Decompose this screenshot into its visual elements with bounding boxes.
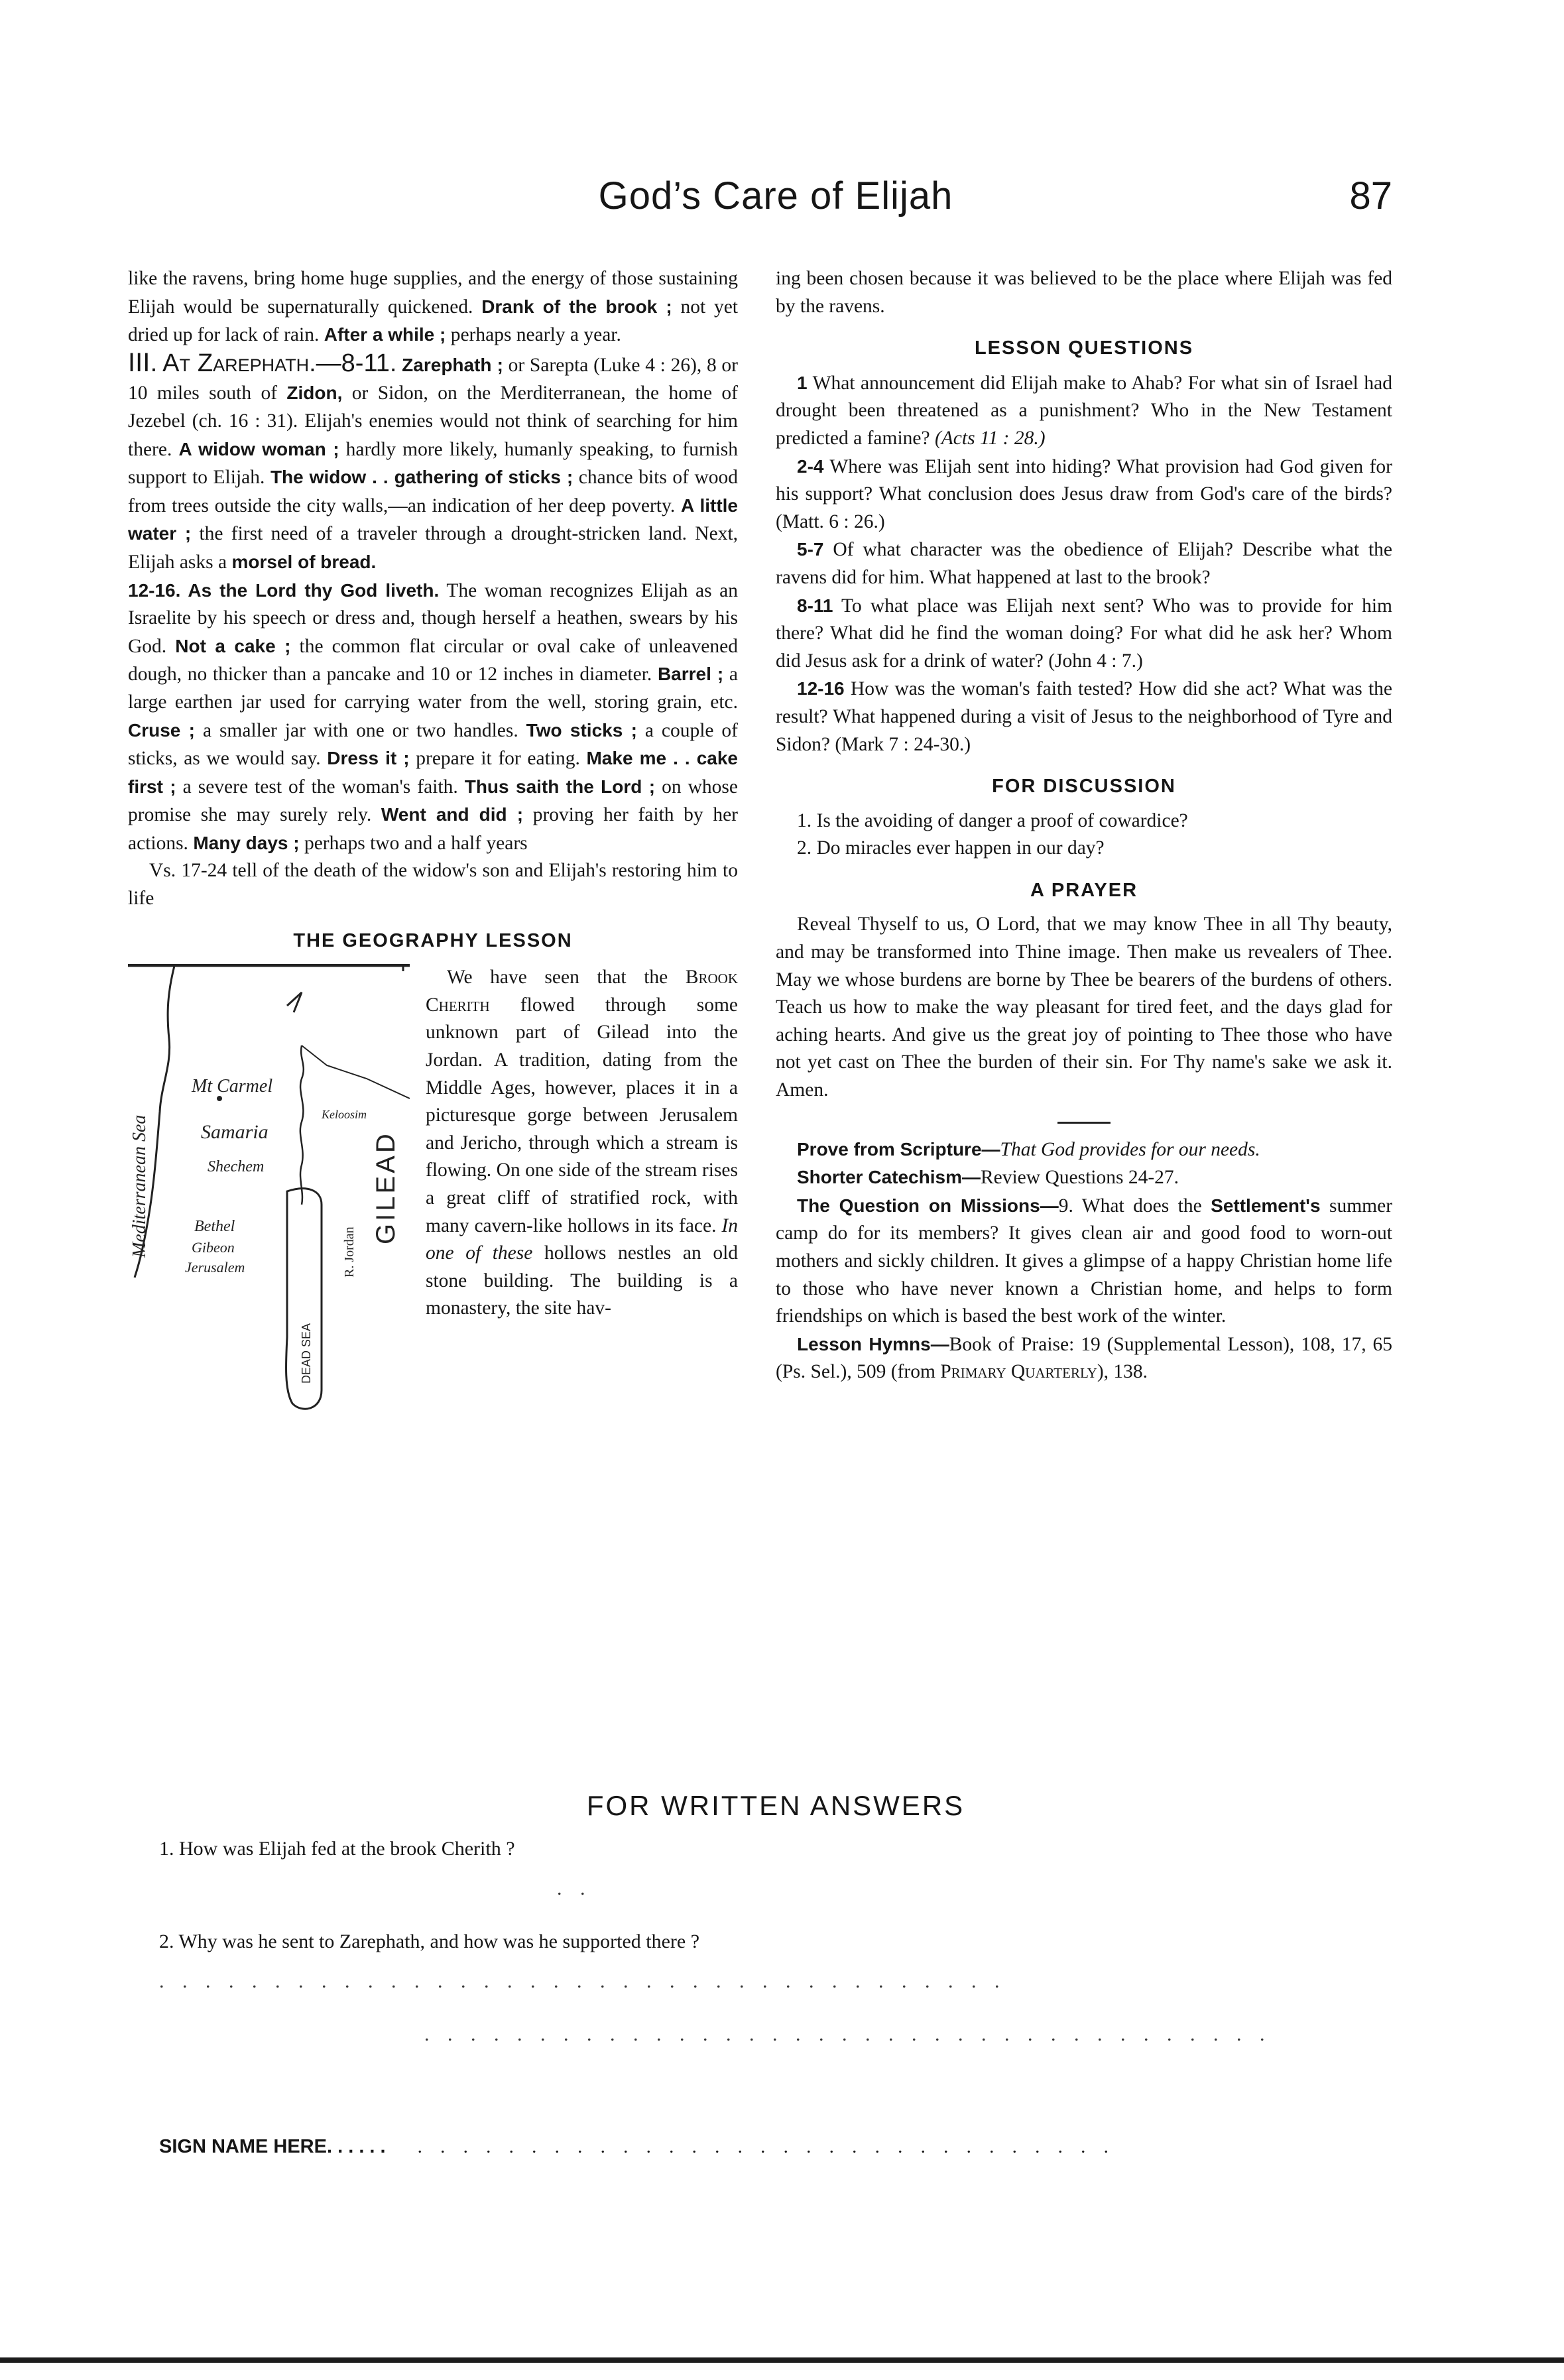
question-2 xyxy=(776,453,1392,536)
map-label-gilead: GILEAD xyxy=(371,1131,400,1245)
sign-name-label: SIGN NAME HERE. . . . . . xyxy=(159,2136,386,2157)
map-label-kelt: Keloosim xyxy=(322,1108,367,1122)
bottom-rule xyxy=(0,2357,1564,2363)
question-on-missions xyxy=(776,1192,1392,1331)
term: Lesson Hymns— xyxy=(797,1333,949,1354)
text-run: We have seen that the xyxy=(447,967,668,988)
term: Cruse ; xyxy=(128,719,196,741)
text-run: flowed through some unknown part of Gilead into the Jordan. A tradition, dating from the Middle Ages, however, places it in a picturesque gorge between Jerusalem and Jericho, through which a stream is flowing. xyxy=(426,994,738,1181)
map-label-gibeon: Gibeon xyxy=(192,1239,235,1256)
text-run: What announcement did Elijah make to Ahab? For what sin of Israel had drought been threatened as a punishment? Who in the New Testament predicted a famine? xyxy=(776,372,1392,449)
term: Went and did ; xyxy=(381,804,524,825)
question-number: 5-7 xyxy=(797,539,824,560)
running-header xyxy=(159,174,1392,233)
term: morsel of bread. xyxy=(231,551,377,572)
map-label-carmel: Mt Carmel xyxy=(192,1076,273,1097)
section-iii xyxy=(128,349,738,577)
jordan-river xyxy=(300,1045,304,1205)
question-number: 8-11 xyxy=(797,595,833,616)
term: Shorter Catechism— xyxy=(797,1167,981,1188)
question-5 xyxy=(776,675,1392,758)
running-title: God’s Care of Elijah xyxy=(598,174,953,217)
left-paragraph-3 xyxy=(128,577,738,858)
prove-from-scripture xyxy=(776,1136,1392,1164)
term: The Question on Missions— xyxy=(797,1195,1059,1216)
geography-lesson xyxy=(128,964,739,1384)
written-question-1: 1. How was Elijah fed at the brook Cherith ? xyxy=(159,1838,515,1860)
question-1 xyxy=(776,369,1392,453)
prayer-heading: A PRAYER xyxy=(1030,879,1138,901)
question-4 xyxy=(776,592,1392,676)
text-run: a smaller jar with one or two handles. xyxy=(202,719,518,741)
text-run: a large earthen jar used for carrying water from the well, storing grain, etc. xyxy=(128,664,739,713)
separator-rule xyxy=(1057,1122,1111,1124)
question-number: 2-4 xyxy=(797,455,824,477)
section-title: At Zarephath.—8-11. xyxy=(162,349,397,377)
text-run: the common flat circular or oval cake of unleavened dough, no thicker than a pancake and 10 or 12 inches in diameter. xyxy=(128,635,738,685)
discussion-item-1: 1. Is the avoiding of danger a proof of cowardice? xyxy=(797,809,1188,831)
text-run: Where was Elijah sent into hiding? What provision had God given for his support? What conclusion does Jesus draw from God's care of the birds? (Matt. 6 : 26.) xyxy=(776,455,1393,532)
place-name: Brook Cherith xyxy=(426,967,738,1016)
answer-line-3[interactable]: . . . . . . . . . . . . . . . . . . . . . . . . . . . . . . . . . . . . . xyxy=(424,2023,1272,2045)
text-run: a couple of sticks, as we would say. xyxy=(128,719,739,770)
term: After a while ; xyxy=(324,324,446,345)
term: Many days ; xyxy=(193,832,300,853)
right-paragraph-1: ing been chosen because it was believed to be the place where Elijah was fed by the ravens. xyxy=(776,268,1392,317)
question-number: 1 xyxy=(797,372,808,393)
answer-line-2[interactable]: . . . . . . . . . . . . . . . . . . . . . . . . . . . . . . . . . . . . . xyxy=(159,1970,1006,1992)
map-drawing xyxy=(128,966,410,1418)
term: Make me . . cake first ; xyxy=(128,748,739,797)
text-run: Book of Praise: 19 (Supplemental Lesson), 108, 17, 65 (Ps. Sel.), 509 (from xyxy=(776,1333,1393,1383)
map-label-samaria: Samaria xyxy=(201,1121,269,1144)
sign-name-field[interactable] xyxy=(159,2136,1392,2158)
term: Zarephath ; xyxy=(402,354,503,375)
jerusalem-dot xyxy=(217,1096,222,1101)
text-run: hollows nestles an old stone building. The building is a monastery, the site hav- xyxy=(426,1242,739,1319)
sign-name-dots: . . . . . . . . . . . . . . . . . . . . . . . . . . . . . . . xyxy=(417,2136,1115,2157)
term: Dress it ; xyxy=(327,748,410,769)
shorter-catechism xyxy=(776,1163,1392,1192)
text-run: on whose promise she may surely rely. xyxy=(128,776,738,826)
written-answers xyxy=(159,1790,1392,2158)
map-label-jordan: R. Jordan xyxy=(342,1226,357,1278)
text-run: or Sidon, on the Merditerranean, the home of Jezebel (ch. 16 : 31). Elijah's enemies would not think of searching for him there. xyxy=(128,383,738,460)
term: A little water ; xyxy=(128,495,738,544)
page-number: 87 xyxy=(1349,174,1392,217)
text-run: (Acts 11 : 28.) xyxy=(934,427,1046,449)
right-column xyxy=(776,265,1392,1386)
left-column xyxy=(128,265,738,1422)
left-paragraph-1 xyxy=(128,265,738,349)
text-run: or Sarepta (Luke 4 : 26), 8 or 10 miles south of xyxy=(128,354,738,404)
term: A widow woman ; xyxy=(178,438,339,459)
text-run: chance bits of wood from trees outside the city walls,—an indication of her deep poverty. xyxy=(128,467,739,516)
text-run: That God provides for our needs. xyxy=(1000,1138,1260,1160)
text-run: proving her faith by her actions. xyxy=(128,804,739,854)
text-run: summer camp do for its members? It gives clean air and good food to worn-out mothers and sickly children. It gives a glimpse of a happy Christian home life to those who have never known a Christian home, and helps to form friendships on which is based the best work of the winter. xyxy=(776,1195,1393,1327)
map-label-sea: Mediterranean Sea xyxy=(129,1114,150,1258)
term: Drank of the brook ; xyxy=(481,296,672,317)
term: Not a cake ; xyxy=(175,635,291,656)
lesson-hymns xyxy=(776,1331,1392,1386)
text-run: perhaps two and a half years xyxy=(304,832,528,854)
map-figure xyxy=(128,964,410,1418)
geography-heading: THE GEOGRAPHY LESSON xyxy=(293,929,573,951)
sea-of-galilee xyxy=(287,992,302,1012)
term: Prove from Scripture— xyxy=(797,1138,1000,1160)
text-run: Review Questions 24-27. xyxy=(980,1167,1179,1189)
term: Settlement's xyxy=(1211,1195,1321,1216)
written-answers-heading: FOR WRITTEN ANSWERS xyxy=(586,1790,965,1821)
term: Barrel ; xyxy=(657,664,724,685)
text-run: How was the woman's faith tested? How did she act? What was the result? What happened during a visit of Jesus to the neighborhood of Tyre and Sidon? (Mark 7 : 24-30.) xyxy=(776,678,1393,755)
text-run: Primary Quarterly xyxy=(940,1361,1097,1383)
section-number: III. xyxy=(128,347,158,377)
map-label-bethel: Bethel xyxy=(194,1218,235,1236)
text-run: ), 138. xyxy=(1097,1361,1148,1383)
map-label-jerusalem: Jerusalem xyxy=(185,1259,245,1276)
text-run: like the ravens, bring home huge supplies, and the energy of those sustaining Elijah would be supernaturally quickened. xyxy=(128,268,738,318)
lesson-questions-heading: LESSON QUESTIONS xyxy=(974,337,1194,359)
text-run: 9. What does the xyxy=(1058,1195,1202,1217)
question-3 xyxy=(776,536,1392,591)
text-run: The woman recognizes Elijah as an Israelite by his speech or dress and, though herself a heathen, swears by his God. xyxy=(128,579,738,657)
written-question-2: 2. Why was he sent to Zarephath, and how was he supported there ? xyxy=(159,1931,700,1952)
left-paragraph-4: Vs. 17-24 tell of the death of the widow's son and Elijah's restoring him to life xyxy=(128,860,738,910)
gilead-border xyxy=(302,1045,410,1099)
answer-line-1[interactable]: . . xyxy=(557,1877,592,1899)
text-run: To what place was Elijah next sent? Who was to provide for him there? What did he find the woman doing? For what did he ask her? Whom did Jesus ask for a drink of water? (John 4 : 7.) xyxy=(776,595,1392,672)
text-run: hardly more likely, humanly speaking, to furnish support to Elijah. xyxy=(128,438,738,489)
map-label-dead-sea: DEAD SEA xyxy=(300,1323,313,1384)
term: 12-16. As the Lord thy God liveth. xyxy=(128,579,440,601)
text-run: a severe test of the woman's faith. xyxy=(182,776,458,798)
text-run: prepare it for eating. xyxy=(416,748,580,770)
discussion-heading: FOR DISCUSSION xyxy=(992,776,1176,798)
text-run: perhaps nearly a year. xyxy=(450,324,621,346)
term: Thus saith the Lord ; xyxy=(464,776,656,797)
prayer-text: Reveal Thyself to us, O Lord, that we may know Thee in all Thy beauty, and may be transformed into Thine image. Then make us revealers of Thee. May we whose burdens are borne by Thee be bearers of the burdens of others. Teach us how to make the way pleasant for tired feet, and the days glad for aching hearts. And give us the great joy of pointing to Thee those who have not yet cast on Thee the burden of their sin. For Thy name's sake we ask it. Amen. xyxy=(776,914,1392,1101)
map-label-shechem: Shechem xyxy=(208,1158,265,1176)
discussion-item-2: 2. Do miracles ever happen in our day? xyxy=(797,837,1105,859)
text-run: In one of these xyxy=(426,1215,738,1264)
term: Two sticks ; xyxy=(526,719,637,741)
text-run: On one side of the stream rises a great cliff of stratified rock, with many cavern-like hollows in its face. xyxy=(426,1160,738,1236)
text-run: Of what character was the obedience of Elijah? Describe what the ravens did for him. What happened at last to the brook? xyxy=(776,539,1393,588)
term: The widow . . gathering of sticks ; xyxy=(270,467,573,488)
text-run: the first need of a traveler through a drought-stricken land. Next, Elijah asks a xyxy=(128,523,739,573)
question-number: 12-16 xyxy=(797,678,845,699)
text-run: not yet dried up for lack of rain. xyxy=(128,296,738,346)
term: Zidon, xyxy=(286,383,343,404)
